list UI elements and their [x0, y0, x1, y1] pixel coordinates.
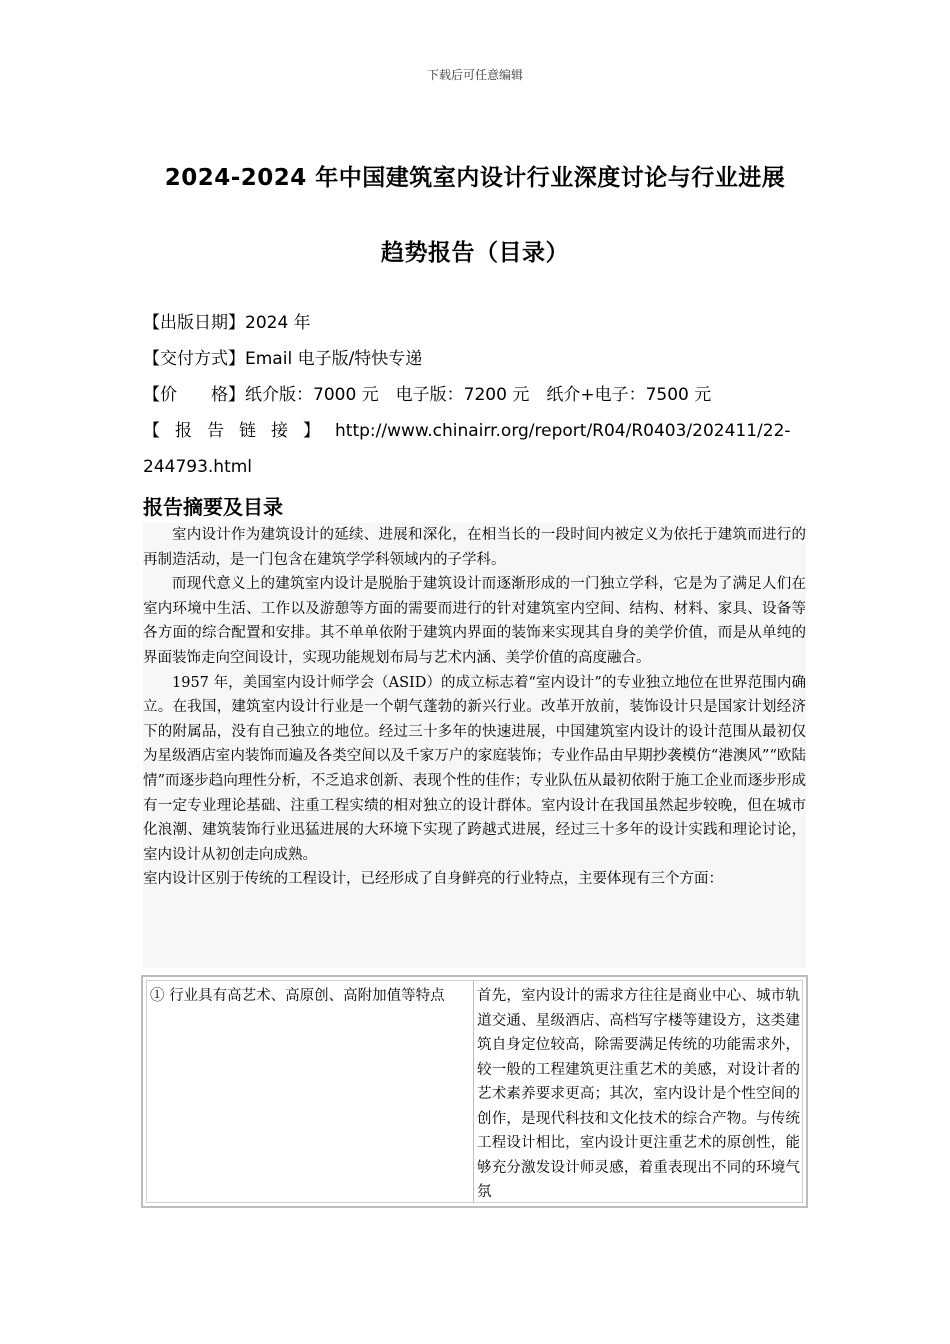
meta-value: 2024 年: [245, 313, 311, 333]
feature-table-cell-description: 首先，室内设计的需求方往往是商业中心、城市轨道交通、星级酒店、高档写字楼等建设方，这类建筑自身定位较高，除需要满足传统的功能需求外，较一般的工程建筑更注重艺术的美感，对设计者的艺术素养要求更高；其次，室内设计是个性空间的创作，是现代科技和文化技术的综合产物。与传统工程设计相比，室内设计更注重艺术的原创性，能够充分激发设计师灵感，着重表现出不同的环境气氛: [477, 988, 800, 1200]
feature-table: [141, 975, 808, 1208]
report-title-line1: 2024-2024 年中国建筑室内设计行业深度讨论与行业进展: [164, 165, 786, 191]
meta-label: 【交付方式】: [143, 349, 245, 369]
meta-label: 【报告链接】: [143, 421, 335, 441]
meta-delivery: [143, 349, 813, 369]
section-heading: 报告摘要及目录: [143, 495, 283, 519]
header-note: 下载后可任意编辑: [426, 68, 523, 82]
meta-value: Email 电子版/特快专递: [245, 349, 423, 369]
abstract-paragraph: 室内设计作为建筑设计的延续、进展和深化，在相当长的一段时间内被定义为依托于建筑而进行的再制造活动，是一门包含在建筑学学科领域内的子学科。: [143, 527, 806, 568]
report-link[interactable]: http://www.chinairr.org/report/R04/R0403/202411/22-: [335, 421, 791, 441]
meta-label: 【价 格】: [143, 385, 245, 405]
meta-publish-date: [143, 313, 813, 333]
feature-table-cell-title: ① 行业具有高艺术、高原创、高附加值等特点: [147, 981, 474, 1202]
meta-price: [143, 385, 813, 405]
meta-value: 纸介版：7000 元 电子版：7200 元 纸介+电子：7500 元: [245, 385, 712, 405]
abstract-paragraph: 1957 年，美国室内设计师学会（ASID）的成立标志着“室内设计”的专业独立地位在世界范围内确立。在我国，建筑室内设计行业是一个朝气蓬勃的新兴行业。改革开放前，装饰设计只是国家计划经济下的附属品，没有自己独立的地位。经过三十多年的快速进展，中国建筑室内设计的设计范围从最初仅为星级酒店室内装饰而遍及各类空间以及千家万户的家庭装饰；专业作品由早期抄袭模仿“港澳风”“欧陆情”而逐步趋向理性分析，不乏追求创新、表现个性的佳作；专业队伍从最初依附于施工企业而逐步形成有一定专业理论基础、注重工程实绩的相对独立的设计群体。室内设计在我国虽然起步较晚，但在城市化浪潮、建筑装饰行业迅猛进展的大环境下实现了跨越式进展，经过三十多年的设计实践和理论讨论，室内设计从初创走向成熟。: [143, 674, 806, 863]
report-link-continued[interactable]: 244793.html: [143, 457, 253, 477]
feature-table-row: [146, 980, 803, 1203]
meta-link: [143, 421, 813, 441]
abstract-block: [143, 523, 806, 968]
meta-label: 【出版日期】: [143, 313, 245, 333]
abstract-paragraph: 室内设计区别于传统的工程设计，已经形成了自身鲜亮的行业特点，主要体现有三个方面：: [143, 871, 723, 888]
meta-link-continued: [143, 457, 813, 477]
report-title-line2: 趋势报告（目录）: [381, 240, 569, 266]
abstract-paragraph: 而现代意义上的建筑室内设计是脱胎于建筑设计而逐渐形成的一门独立学科，它是为了满足人们在室内环境中生活、工作以及游憩等方面的需要而进行的针对建筑室内空间、结构、材料、家具、设备等各方面的综合配置和安排。其不单单依附于建筑内界面的装饰来实现其自身的美学价值，而是从单纯的界面装饰走向空间设计，实现功能规划布局与艺术内涵、美学价值的高度融合。: [143, 576, 806, 666]
